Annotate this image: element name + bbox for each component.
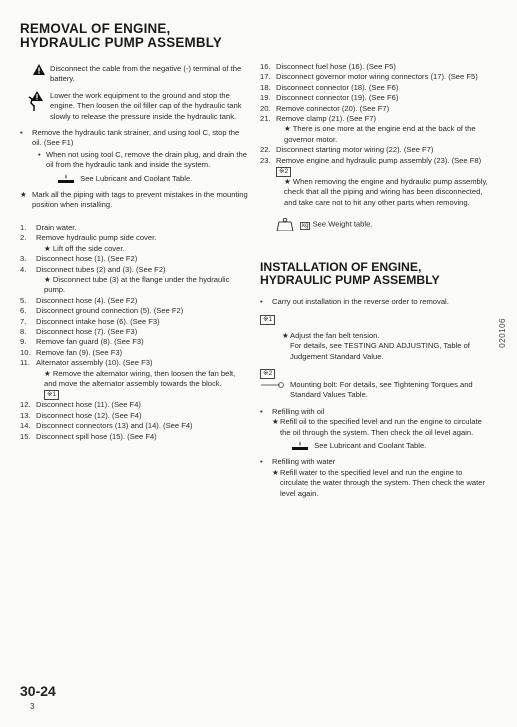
fan-belt-star	[282, 331, 488, 341]
list-item: 14. Disconnect connectors (13) and (14). (See F4)	[20, 421, 193, 431]
list-item: 13. Disconnect hose (12). (See F4)	[20, 410, 142, 420]
bullet-dot: •	[260, 457, 263, 467]
reference-box-2: ※2	[276, 167, 291, 177]
list-item: 16. Disconnect fuel hose (16). (See F5)	[260, 62, 396, 71]
mounting-bolt-block	[260, 368, 488, 401]
refill-oil-text: Refill oil to the specified level and run the engine to circulate the oil through the system. Then check the oil level again.	[280, 417, 482, 437]
installation-title	[260, 261, 488, 287]
list-item: ★ Disconnect tube (3) at the flange under the hydraulic pump.	[44, 274, 230, 295]
star-icon: ★	[272, 467, 279, 477]
list-item: 5. Disconnect hose (4). (See F2)	[20, 295, 138, 305]
bullet-dot: •	[38, 149, 41, 159]
reference-marker-1	[260, 314, 488, 325]
warning-lower-text: Lower the work equipment to the ground and stop the engine. Then loosen the oil filler cap of the hydraulic tank slowly to release the pressure inside the hydraulic tank.	[50, 90, 242, 121]
list-item: 19. Disconnect connector (19). (See F6)	[260, 93, 399, 103]
warning-triangle-icon	[33, 64, 45, 75]
removal-steps-continued	[260, 62, 488, 208]
list-item: 4. Disconnect tubes (2) and (3). (See F2)	[20, 264, 166, 274]
bullet-remove-strainer	[20, 128, 248, 184]
list-item: ★ Lift off the side cover.	[44, 243, 125, 253]
reverse-order-text: Carry out installation in the reverse order to removal.	[272, 297, 449, 307]
warning-battery	[20, 64, 248, 85]
bullet-reverse-order	[260, 297, 488, 307]
list-item: 20. Remove connector (20). (See F7)	[260, 103, 390, 113]
refill-oil-heading: Refilling with oil	[272, 406, 325, 416]
list-item: 12. Disconnect hose (11). (See F4)	[20, 400, 141, 410]
remove-strainer-text: Remove the hydraulic tank strainer, and using tool C, stop the oil. (See F1)	[32, 128, 240, 148]
reference-box-2b: ※2	[260, 369, 275, 379]
warning-lower-equipment	[20, 91, 248, 122]
star-mark-piping	[20, 190, 248, 211]
bullet-dot: •	[260, 297, 263, 307]
page-sub-number: 3	[30, 702, 35, 711]
list-item: 17. Disconnect governor motor wiring connectors (17). (See F5)	[260, 72, 478, 82]
right-column	[260, 62, 488, 505]
fan-belt-text: Adjust the fan belt tension.	[290, 330, 380, 340]
oil-can-icon	[58, 174, 74, 184]
bullet-refill-oil	[260, 407, 488, 452]
list-item: 3. Disconnect hose (1). (See F2)	[20, 254, 138, 264]
lubricant-ref-2-text: See Lubricant and Coolant Table.	[314, 440, 427, 450]
lubricant-ref	[32, 174, 248, 184]
weight-icon	[276, 218, 294, 231]
installation-title-line-2: HYDRAULIC PUMP ASSEMBLY	[260, 273, 440, 288]
list-item: 1. Drain water.	[20, 222, 77, 232]
sub-bullet-drain	[32, 150, 248, 171]
warning-triangle-hand-icon	[28, 91, 44, 111]
lubricant-ref-text: See Lubricant and Coolant Table.	[80, 173, 193, 183]
page-title	[20, 22, 222, 50]
oil-can-icon	[292, 441, 308, 451]
list-item: 10. Remove fan (9). (See F3)	[20, 347, 123, 357]
fan-belt-detail: For details, see TESTING AND ADJUSTING, Table of Judgement Standard Value.	[290, 341, 470, 361]
star-icon: ★	[282, 330, 289, 340]
list-item: ★ There is one more at the engine end at the back of the governor motor.	[284, 124, 476, 144]
removal-steps	[20, 223, 248, 442]
bullet-dot: •	[20, 128, 23, 138]
bullet-dot: •	[260, 406, 263, 416]
lubricant-ref-2	[272, 441, 488, 451]
list-item: 9. Remove fan guard (8). (See F3)	[20, 337, 144, 347]
reference-box-1b: ※1	[260, 315, 275, 325]
list-item: ★ When removing the engine and hydraulic pump assembly, check that all the piping and wiring has been disconnected, and take care not to hit any other parts when removing.	[284, 177, 488, 207]
mounting-bolt-row	[260, 380, 488, 401]
mounting-bolt-text: Mounting bolt: For details, see Tightening Torques and Standard Values Table.	[290, 379, 473, 400]
document-code: 020106	[498, 318, 507, 348]
weight-tag: kg	[302, 222, 309, 229]
list-item: 11. Alternator assembly (10). (See F3)	[20, 358, 153, 368]
mark-piping-text: Mark all the piping with tags to prevent mistakes in the mounting position when installing.	[32, 190, 248, 210]
list-item: 18. Disconnect connector (18). (See F6)	[260, 82, 399, 92]
wrench-icon	[260, 380, 284, 390]
list-item: ★ Remove the alternator wiring, then loosen the fan belt, and move the alternator assembly towards the block. ※1	[44, 368, 236, 399]
list-item: 22. Disconnect starting motor wiring (22). (See F7)	[260, 145, 434, 155]
fan-belt-block	[260, 331, 488, 362]
list-item: 8. Disconnect hose (7). (See F3)	[20, 326, 138, 336]
star-icon: ★	[272, 417, 279, 427]
refill-water-star	[272, 468, 488, 499]
reference-box-1: ※1	[44, 390, 59, 400]
refill-water-heading: Refilling with water	[272, 457, 336, 467]
list-item: 23. Remove engine and hydraulic pump assembly (23). (See F8) ※2	[260, 155, 482, 176]
refill-water-text: Refill water to the specified level and run the engine to circulate the water through the system. Then check the water level again.	[280, 467, 485, 498]
list-item: 7. Disconnect intake hose (6). (See F3)	[20, 316, 160, 326]
warning-battery-text: Disconnect the cable from the negative (-) terminal of the battery.	[50, 64, 242, 84]
page-number: 30-24	[20, 683, 56, 699]
weight-ref	[260, 218, 488, 231]
refill-oil-star	[272, 417, 488, 438]
left-column	[20, 64, 248, 442]
list-item: 21. Remove clamp (21). (See F7)	[260, 114, 377, 124]
title-line-1: REMOVAL OF ENGINE,	[20, 21, 171, 36]
installation-title-line-1: INSTALLATION OF ENGINE,	[260, 260, 422, 275]
list-item: 6. Disconnect ground connection (5). (See F2)	[20, 306, 184, 316]
weight-ref-text: See Weight table.	[312, 219, 373, 229]
list-item: 2. Remove hydraulic pump side cover.	[20, 233, 157, 243]
list-item: 15. Disconnect spill hose (15). (See F4)	[20, 431, 157, 441]
star-icon: ★	[20, 190, 27, 200]
drain-plug-text: When not using tool C, remove the drain plug, and drain the oil from the hydraulic tank and inside the system.	[46, 149, 247, 170]
title-line-2: HYDRAULIC PUMP ASSEMBLY	[20, 35, 223, 50]
bullet-refill-water	[260, 457, 488, 499]
